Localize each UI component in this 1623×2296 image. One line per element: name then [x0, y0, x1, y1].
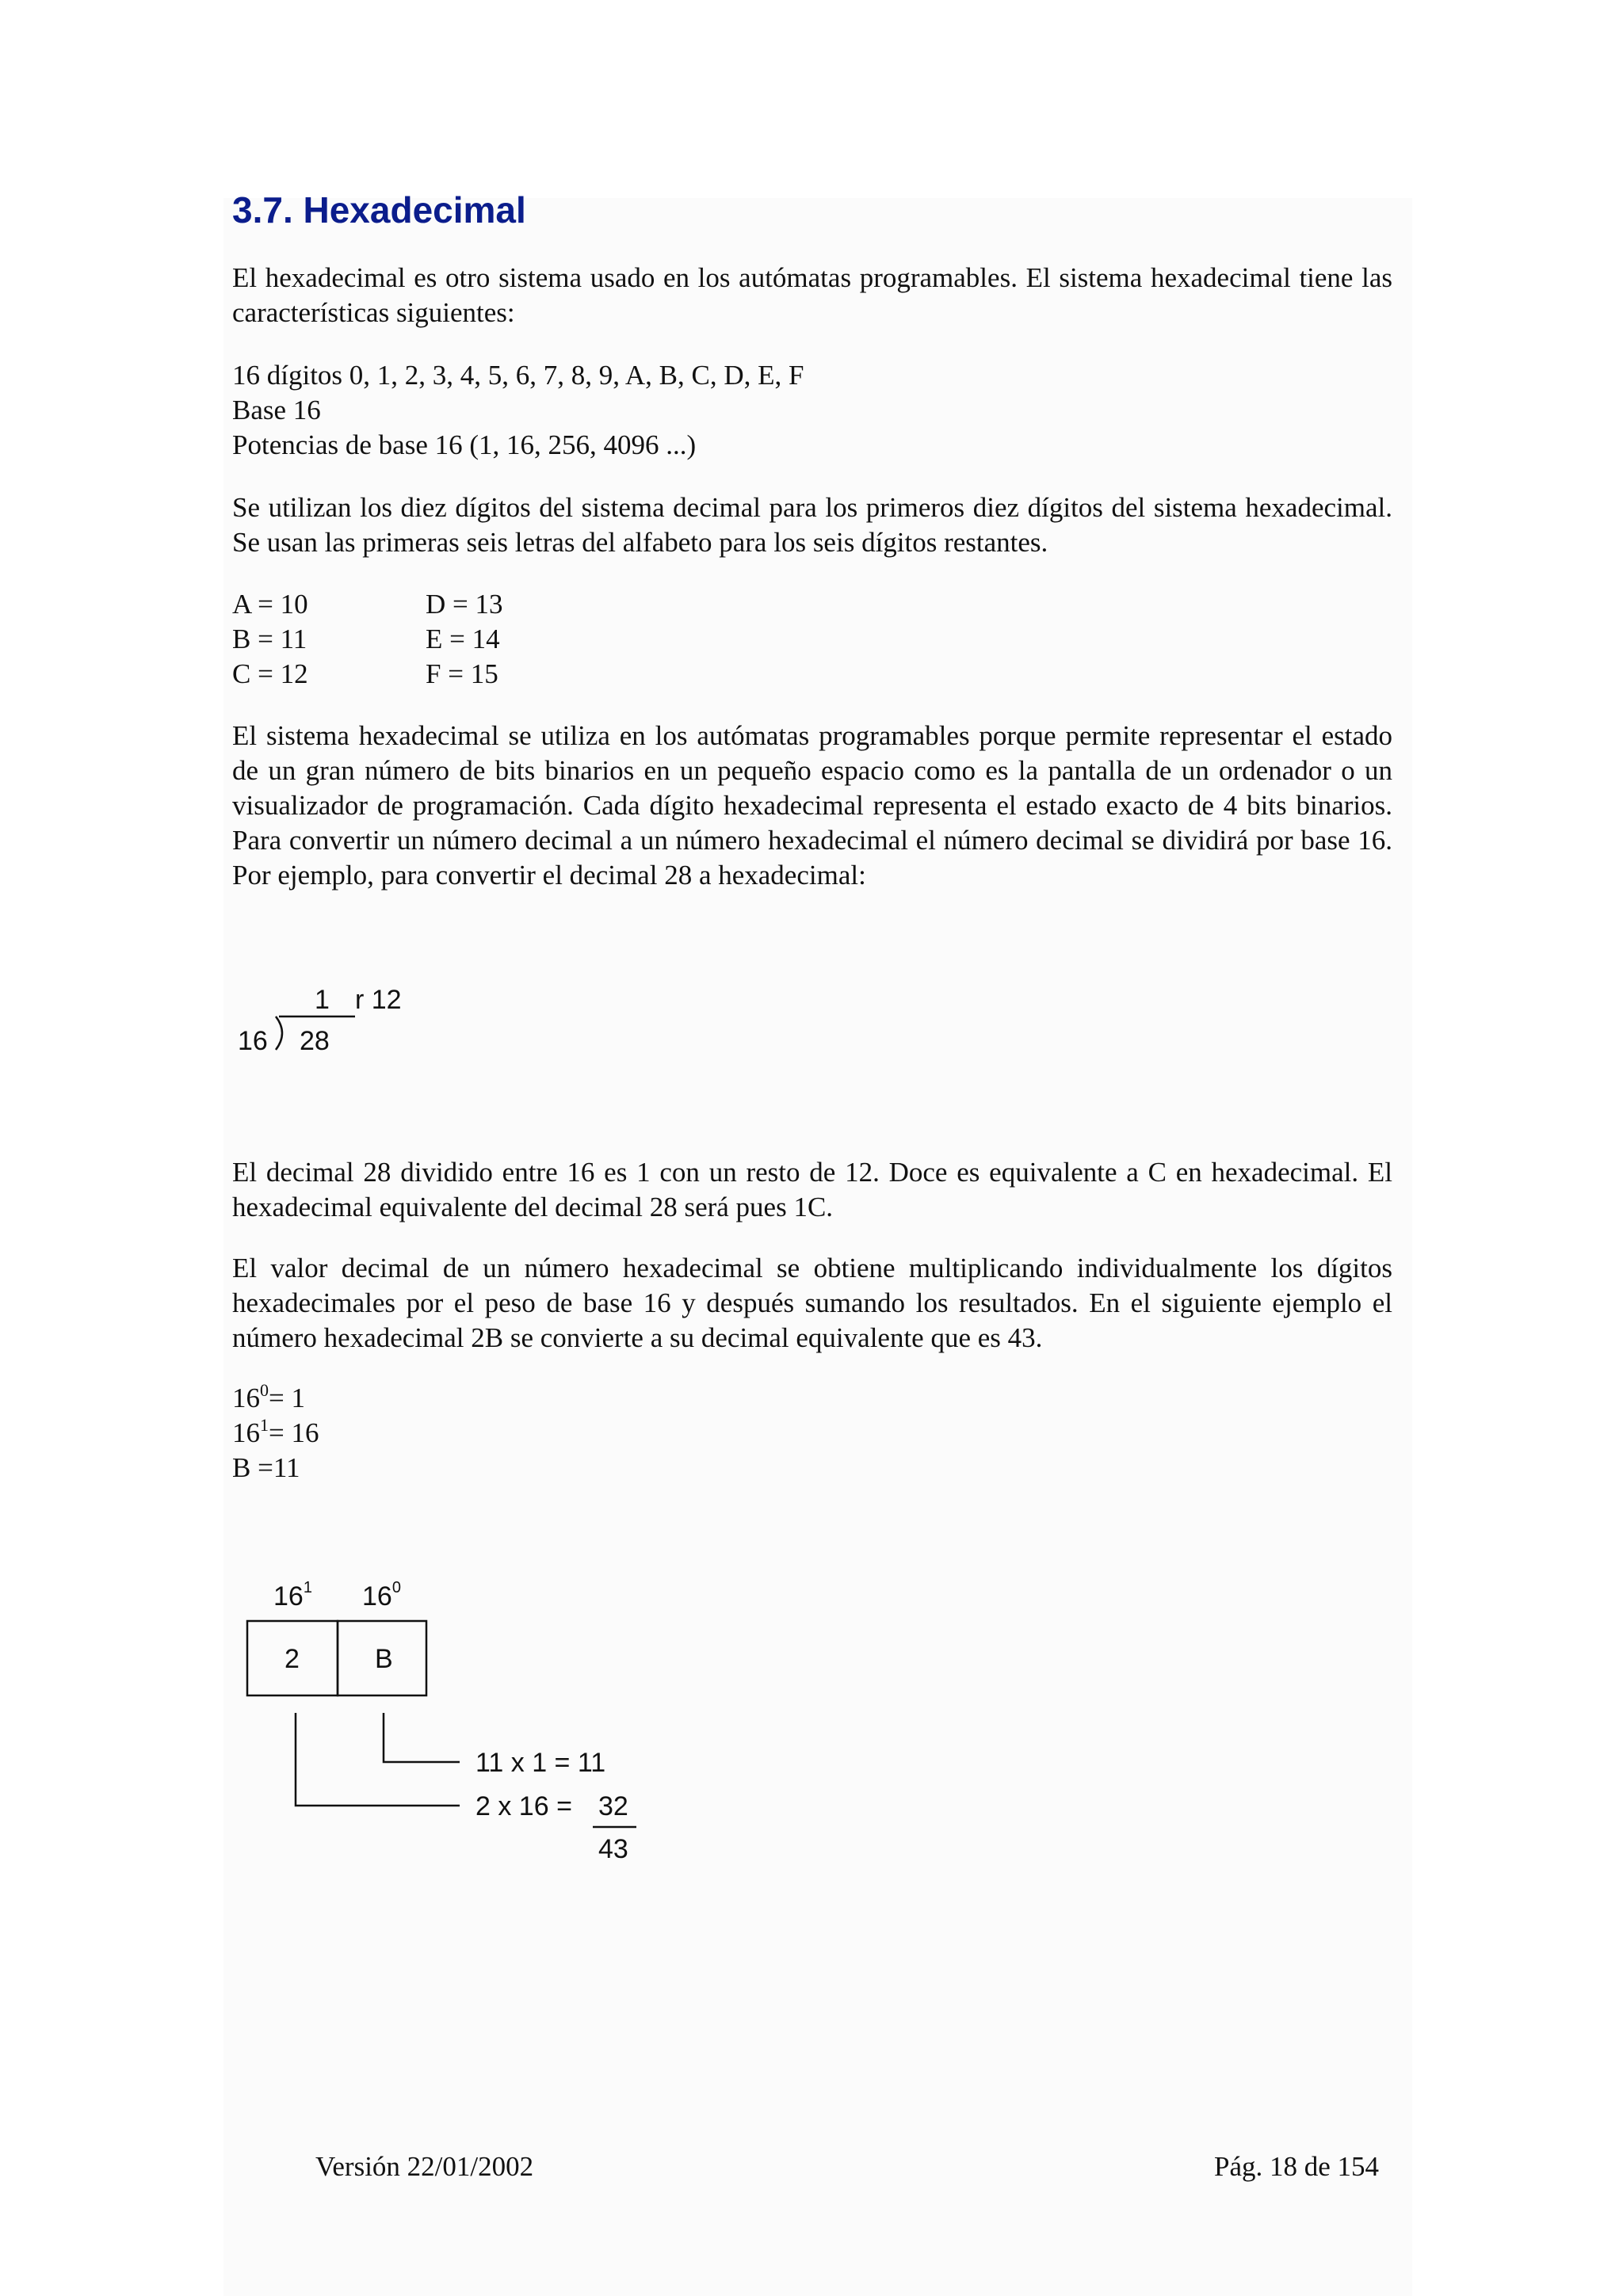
division-bracket [276, 1016, 282, 1050]
footer-page-number: Pág. 18 de 154 [1214, 2151, 1380, 2182]
paragraph-result: El decimal 28 dividido entre 16 es 1 con un resto de 12. Doce es equivalente a C en hexadecimal. El hexadecimal equivalente del decimal 28 será pues 1C. [232, 1157, 1392, 1222]
letter-value: B = 11 [232, 624, 307, 654]
digit-text: 2 [285, 1644, 300, 1674]
characteristic-powers: Potencias de base 16 (1, 16, 256, 4096 ...) [232, 429, 697, 460]
characteristic-digits: 16 dígitos 0, 1, 2, 3, 4, 5, 6, 7, 8, 9, A, B, C, D, E, F [232, 360, 804, 391]
connector-line [296, 1713, 460, 1806]
letter-value: E = 14 [426, 624, 500, 654]
weight-label: $16^1$ [273, 1579, 312, 1611]
product-line: 11 x 1 = 11 [475, 1748, 606, 1778]
divisor-text: 16 [238, 1026, 268, 1056]
letter-value: C = 12 [232, 658, 308, 689]
power-line: $16^0= 1$ [232, 1380, 305, 1413]
digit-text: B [375, 1644, 393, 1674]
section-heading: 3.7. Hexadecimal [232, 189, 526, 231]
power-line: $16^1= 16$ [232, 1415, 319, 1448]
product-line: 2 x 16 = [475, 1791, 572, 1821]
power-line: B =11 [232, 1452, 300, 1483]
product-value: 32 [598, 1791, 628, 1821]
sum-total: 43 [598, 1834, 628, 1864]
footer-version: Versión 22/01/2002 [315, 2151, 534, 2182]
connector-line [384, 1713, 460, 1762]
paragraph-letters: Se utilizan los diez dígitos del sistema decimal para los primeros diez dígitos del sistema hexadecimal. Se usan las primeras seis letras del alfabeto para los seis dígitos restantes. [232, 492, 1392, 558]
division-figure [230, 971, 436, 1074]
paragraph-usage: El sistema hexadecimal se utiliza en los autómatas programables porque permite representar el estado de un gran número de bits binarios en un pequeño espacio como es la pantalla de un ordenador o un visualizador de programación. Cada dígito hexadecimal representa el estado exacto de 4 bits binarios. Para convertir un número decimal a un número hexadecimal el número decimal se dividirá por base 16. Por ejemplo, para convertir el decimal 28 a hexadecimal: [232, 720, 1392, 891]
characteristic-base: Base 16 [232, 395, 321, 425]
letter-value: F = 15 [426, 658, 498, 689]
remainder-text: r 12 [355, 985, 402, 1015]
dividend-text: 28 [300, 1026, 330, 1056]
letter-value: A = 10 [232, 589, 308, 620]
paragraph-method: El valor decimal de un número hexadecimal se obtiene multiplicando individualmente los dígitos hexadecimales por el peso de base 16 y después sumando los resultados. En el siguiente ejemplo el número hexadecimal 2B se convierte a su decimal equivalente que es 43. [232, 1253, 1392, 1353]
conversion-figure [238, 1569, 650, 1870]
letter-value: D = 13 [426, 589, 503, 620]
quotient-text: 1 [315, 985, 330, 1015]
weight-label: $16^0$ [362, 1579, 401, 1611]
paragraph-intro: El hexadecimal es otro sistema usado en los autómatas programables. El sistema hexadecimal tiene las características siguientes: [232, 262, 1392, 328]
